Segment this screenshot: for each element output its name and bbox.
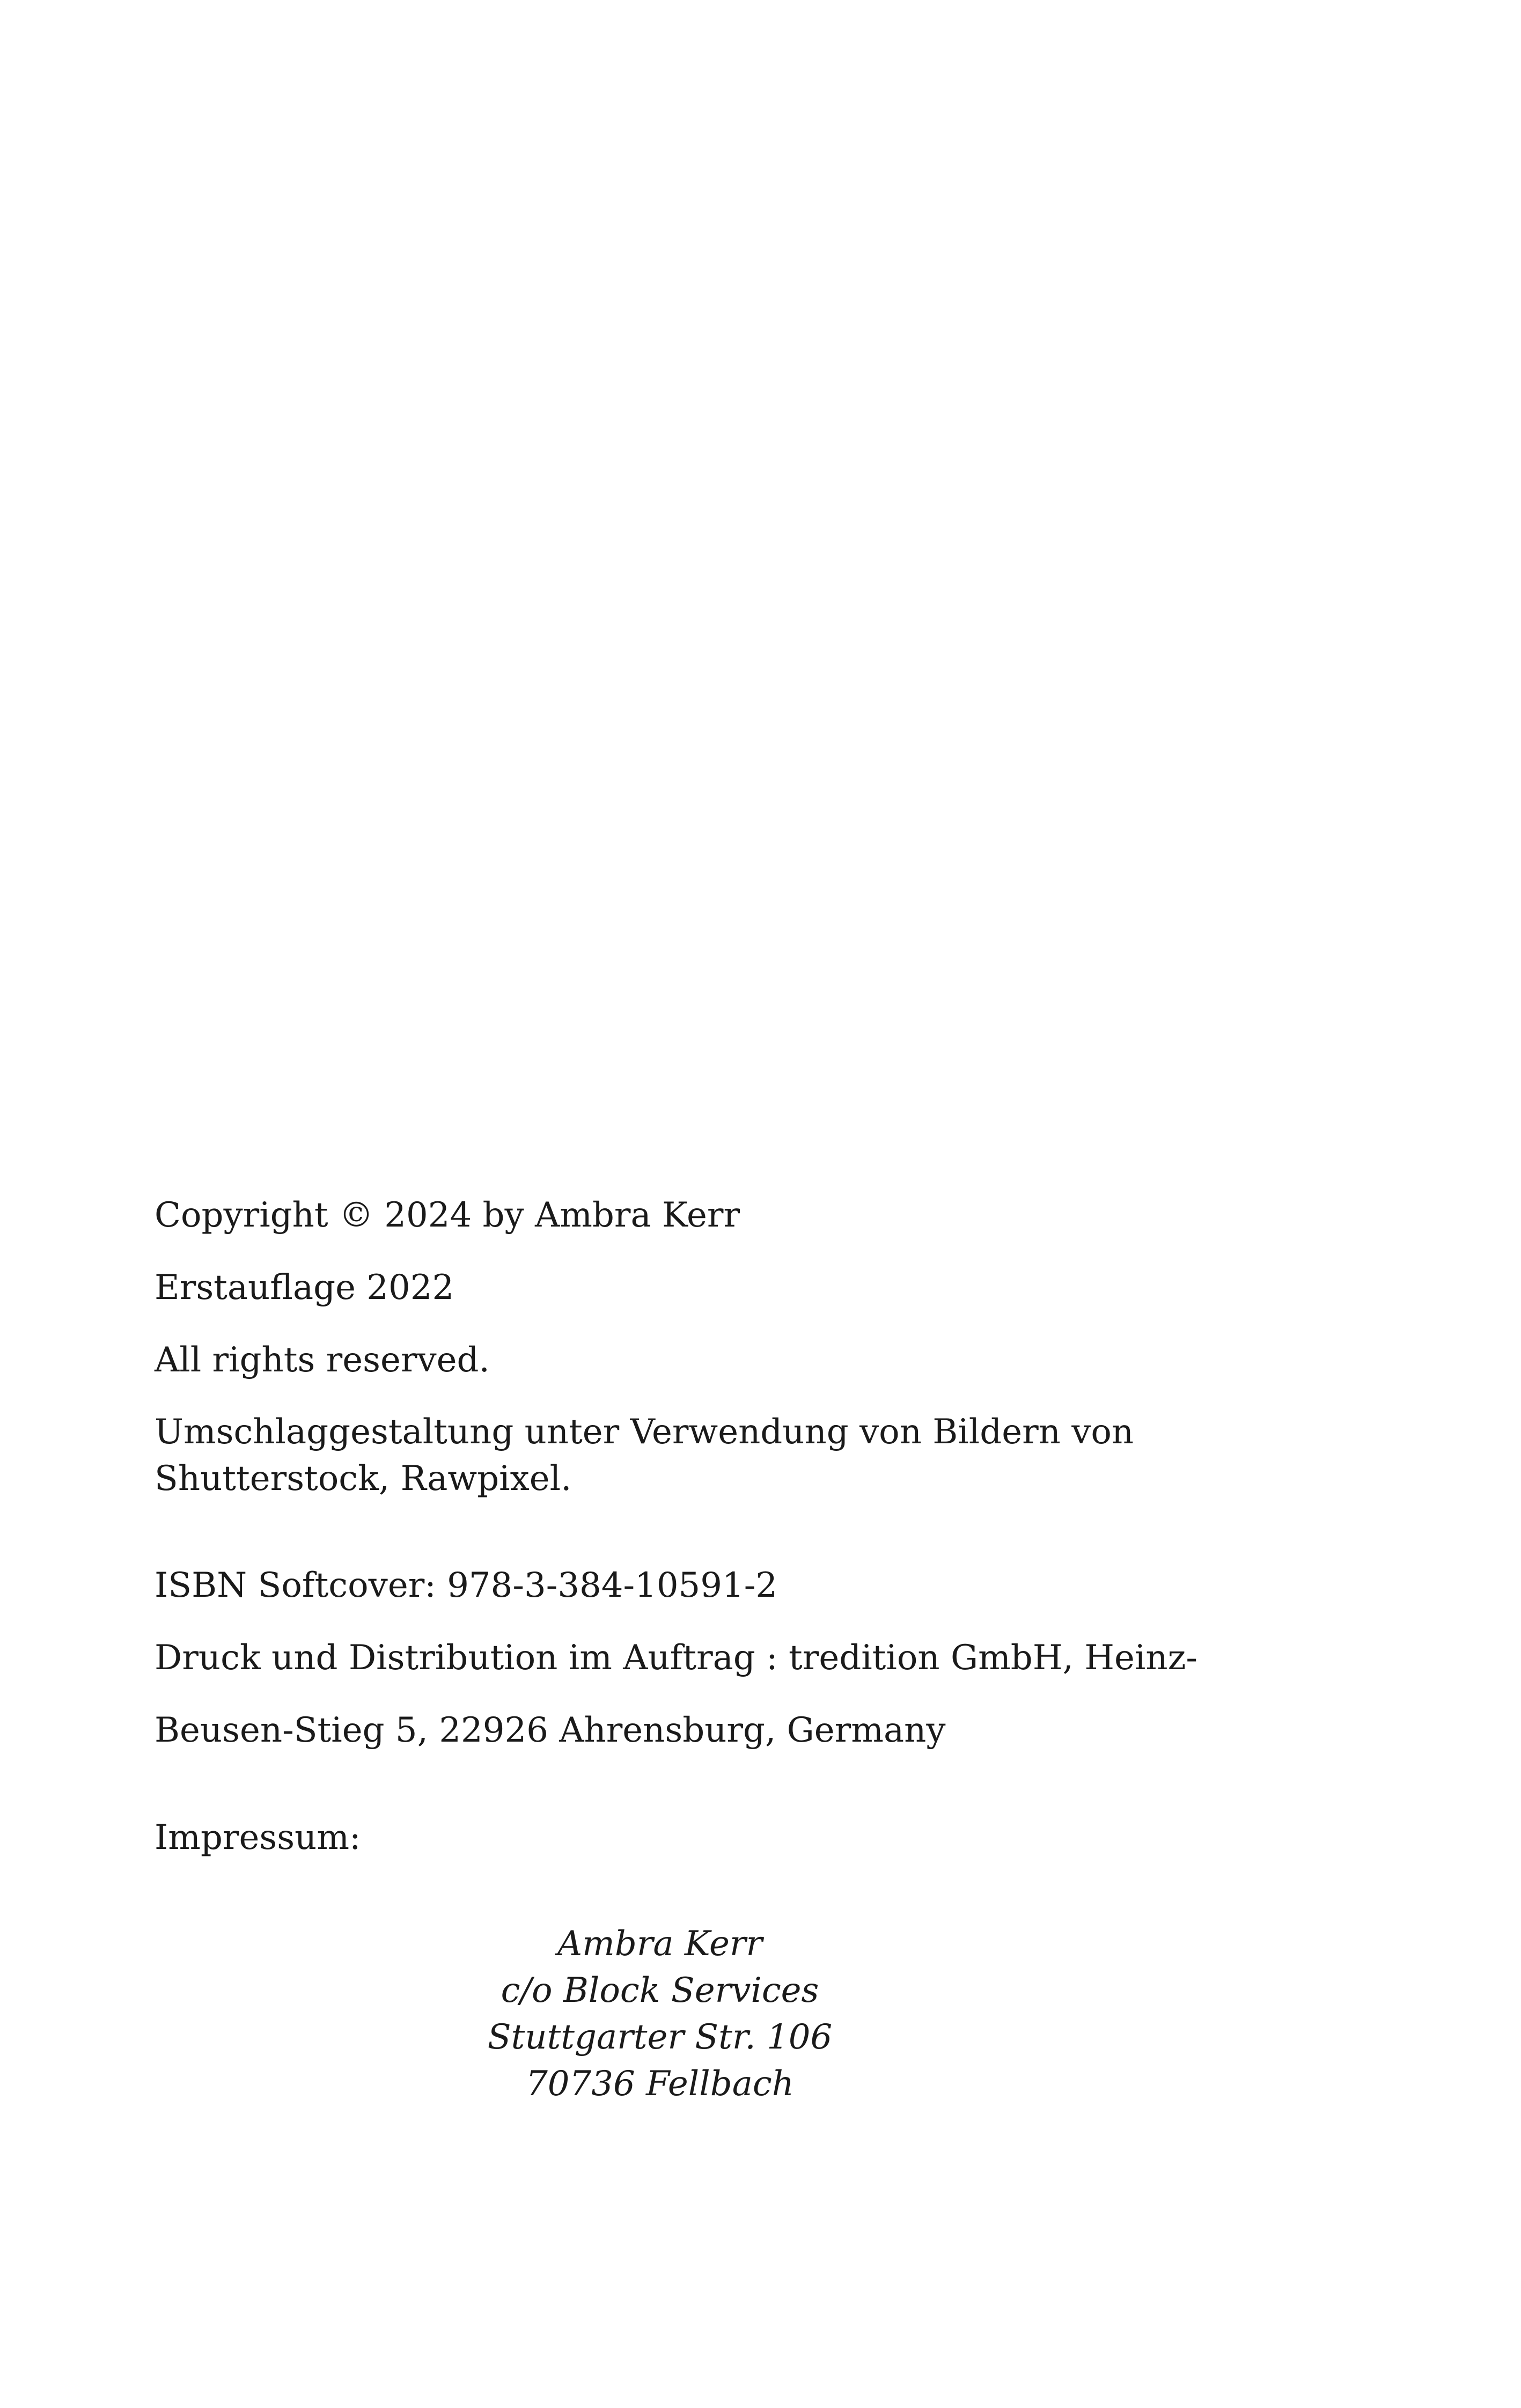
address-name: Ambra Kerr [557,1924,763,1964]
isbn-line: ISBN Softcover: 978-3-384-10591-2 [155,1566,778,1605]
rights-line: All rights reserved. [155,1340,490,1380]
print-distribution-line-1: Druck und Distribution im Auftrag : tredition GmbH, Heinz- [155,1638,1197,1678]
edition-line: Erstauflage 2022 [155,1268,454,1308]
impressum-label: Impressum: [155,1818,361,1858]
publisher-address [483,1921,837,2108]
address-city: 70736 Fellbach [526,2064,794,2104]
address-street: Stuttgarter Str. 106 [487,2017,833,2057]
copyright-line: Copyright © 2024 by Ambra Kerr [155,1195,740,1235]
cover-credit-line-1: Umschlaggestaltung unter Verwendung von Bildern von [155,1412,1134,1452]
print-distribution-line-2: Beusen-Stieg 5, 22926 Ahrensburg, Germany [155,1710,946,1750]
address-care-of: c/o Block Services [501,1971,819,2010]
cover-credit-line-2: Shutterstock, Rawpixel. [155,1459,572,1499]
